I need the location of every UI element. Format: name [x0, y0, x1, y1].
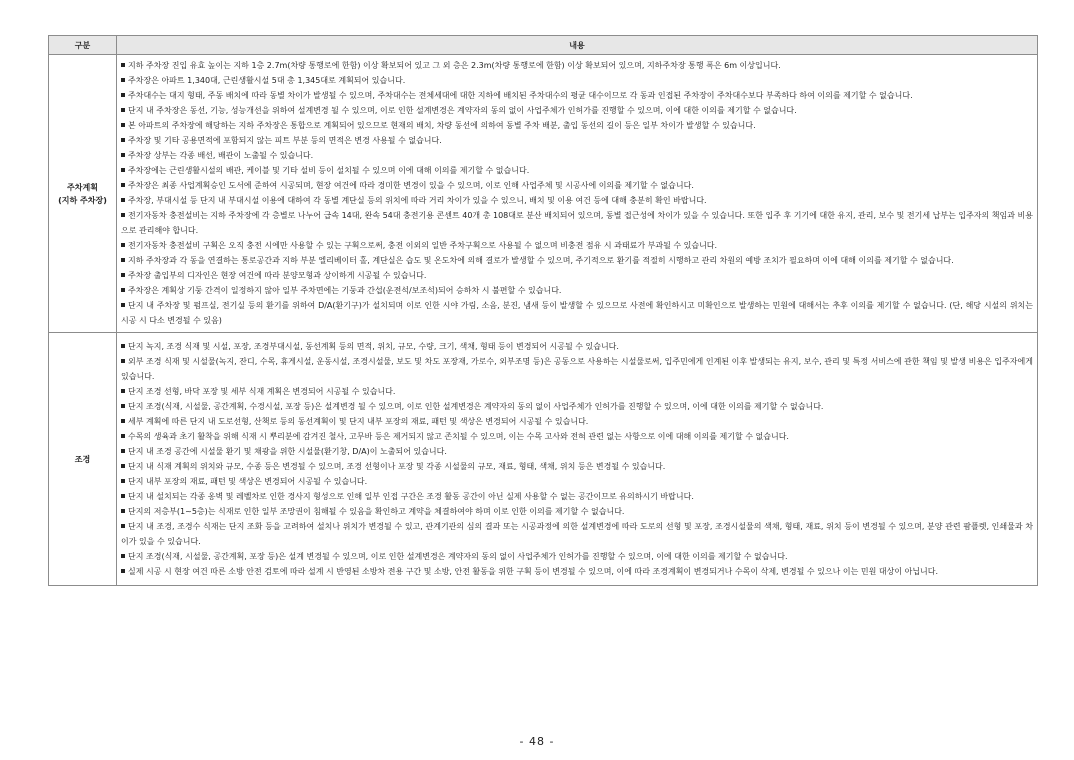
list-item — [121, 414, 1033, 429]
bullet-square-icon — [121, 554, 125, 558]
list-item — [121, 429, 1033, 444]
list-item-text: 지하 주차장과 각 동을 연결하는 통로공간과 지하 부분 엘리베이터 홀, 계단실은 습도 및 온도차에 의해 결로가 발생할 수 있으며, 주기적으로 환기를 적절히 시행하고 관리 차원의 예방 조치가 필요하며 이에 대해 이의를 제기할 수 없습니다. — [128, 256, 954, 265]
list-item-text: 단지 내 식재 계획의 위치와 규모, 수종 등은 변경될 수 있으며, 조경 선형이나 포장 및 각종 시설물의 규모, 재료, 형태, 색채, 위치 등은 변경될 수 있습니다. — [128, 462, 666, 471]
list-item-text: 주차장, 부대시설 등 단지 내 부대시설 이용에 대하여 각 동별 계단실 등의 위치에 따라 거리 차이가 있을 수 있으니, 배치 및 이용 여건 등에 대해 충분히 확인 바랍니다. — [128, 196, 707, 205]
bullet-list-parking — [121, 58, 1033, 328]
list-item-text: 주차장에는 근린생활시설의 배관, 케이블 및 기타 설비 등이 설치될 수 있으며 이에 대해 이의를 제기할 수 없습니다. — [128, 166, 530, 175]
list-item — [121, 399, 1033, 414]
list-item — [121, 354, 1033, 384]
section-category-landscape — [49, 333, 117, 586]
table-header-row — [49, 36, 1038, 55]
bullet-list-landscape — [121, 339, 1033, 579]
list-item-text: 주차장 상부는 각종 배선, 배관이 노출될 수 있습니다. — [128, 151, 314, 160]
bullet-square-icon — [121, 273, 125, 277]
bullet-square-icon — [121, 359, 125, 363]
bullet-square-icon — [121, 569, 125, 573]
notice-table — [48, 35, 1038, 586]
category-line: (지하 주차장) — [58, 195, 107, 205]
bullet-square-icon — [121, 93, 125, 97]
section-row-parking — [49, 55, 1038, 333]
list-item-text: 주차장은 아파트 1,340대, 근린생활시설 5대 총 1,345대로 계획되어 있습니다. — [128, 76, 406, 85]
list-item — [121, 208, 1033, 238]
list-item-text: 주차장은 최종 사업계획승인 도서에 준하여 시공되며, 현장 여건에 따라 경미한 변경이 있을 수 있으며, 이로 인해 사업주체 및 시공사에 이의를 제기할 수 없습니다. — [128, 181, 694, 190]
list-item-text: 주차대수는 대지 형태, 주동 배치에 따라 동별 차이가 발생될 수 있으며, 주차대수는 전체세대에 대한 지하에 배치된 주차대수의 평균 대수이므로 각 동과 인접된 주차장이 주차대수보다 부족하다 하여 이의를 제기할 수 없습니다. — [128, 91, 913, 100]
list-item — [121, 474, 1033, 489]
bullet-square-icon — [121, 198, 125, 202]
list-item — [121, 549, 1033, 564]
list-item — [121, 193, 1033, 208]
list-item — [121, 103, 1033, 118]
list-item-text: 본 아파트의 주차장에 해당하는 지하 주차장은 통합으로 계획되어 있으므로 현재의 배치, 차량 동선에 의하여 동별 주차 배분, 출입 동선의 길이 등은 일부 차이가 발생할 수 있습니다. — [128, 121, 756, 130]
header-content: 내용 — [117, 36, 1038, 55]
bullet-square-icon — [121, 108, 125, 112]
list-item — [121, 58, 1033, 73]
list-item-text: 수목의 생육과 초기 활착을 위해 식재 시 뿌리분에 감겨진 철사, 고무바 등은 제거되지 않고 존치될 수 있으며, 이는 수목 고사와 전혀 관련 없는 사항으로 이에 대해 이의를 제기할 수 없습니다. — [128, 432, 789, 441]
category-line: 주차계획 — [67, 182, 98, 192]
list-item-text: 단지의 저층부(1~5층)는 식재로 인한 일부 조망권이 침해될 수 있음을 확인하고 계약을 체결하여야 하며 이로 인한 이의를 제기할 수 없습니다. — [128, 507, 625, 516]
bullet-square-icon — [121, 494, 125, 498]
list-item — [121, 118, 1033, 133]
list-item — [121, 178, 1033, 193]
bullet-square-icon — [121, 78, 125, 82]
list-item — [121, 564, 1033, 579]
list-item-text: 단지 녹지, 조경 식재 및 시설, 포장, 조경부대시설, 동선계획 등의 면적, 위치, 규모, 수량, 크기, 색채, 형태 등이 변경되어 시공될 수 있습니다. — [128, 342, 619, 351]
list-item — [121, 489, 1033, 504]
section-category-parking — [49, 55, 117, 333]
list-item-text: 단지 조경(식재, 시설물, 공간계획, 수경시설, 포장 등)은 설계변경 될 수 있으며, 이로 인한 설계변경은 계약자의 동의 없이 사업주체가 인허가를 진행할 수 있으며, 이에 대한 이의를 제기할 수 없습니다. — [128, 402, 824, 411]
bullet-square-icon — [121, 288, 125, 292]
bullet-square-icon — [121, 434, 125, 438]
list-item — [121, 298, 1033, 328]
bullet-square-icon — [121, 419, 125, 423]
list-item-text: 단지 내 조경 공간에 시설물 환기 및 채광을 위한 시설물(환기창, D/A)이 노출되어 있습니다. — [128, 447, 447, 456]
bullet-square-icon — [121, 243, 125, 247]
list-item — [121, 268, 1033, 283]
list-item — [121, 339, 1033, 354]
bullet-square-icon — [121, 123, 125, 127]
list-item — [121, 88, 1033, 103]
section-row-landscape — [49, 333, 1038, 586]
bullet-square-icon — [121, 168, 125, 172]
list-item-text: 전기자동차 충전설비 구획은 오직 충전 시에만 사용할 수 있는 구획으로써, 충전 이외의 일반 주차구획으로 사용될 수 없으며 비충전 점유 시 과태료가 부과될 수 있습니다. — [128, 241, 718, 250]
bullet-square-icon — [121, 449, 125, 453]
list-item-text: 단지 내부 포장의 재료, 패턴 및 색상은 변경되어 시공될 수 있습니다. — [128, 477, 368, 486]
bullet-square-icon — [121, 213, 125, 217]
category-line: 조경 — [74, 454, 91, 464]
bullet-square-icon — [121, 479, 125, 483]
bullet-square-icon — [121, 524, 125, 528]
bullet-square-icon — [121, 63, 125, 67]
list-item-text: 지하 주차장 진입 유효 높이는 지하 1층 2.7m(차량 통행로에 한함) 이상 확보되어 있고 그 외 층은 2.3m(차량 통행로에 한함) 이상 확보되어 있으며, 지하주차장 통행 폭은 6m 이상입니다. — [128, 61, 781, 70]
list-item — [121, 384, 1033, 399]
bullet-square-icon — [121, 464, 125, 468]
list-item — [121, 133, 1033, 148]
bullet-square-icon — [121, 303, 125, 307]
list-item-text: 단지 내 주차장 및 펌프실, 전기실 등의 환기를 위하여 D/A(환기구)가 설치되며 이로 인한 시야 가림, 소음, 분진, 냄새 등이 발생할 수 있으므로 사전에 확인하시고 미확인으로 발생하는 민원에 대해서는 추후 이의를 제기할 수 없습니다. (단, 해당 시설의 위치는 시공 시 다소 변경될 수 있음) — [121, 301, 1033, 325]
list-item-text: 주차장은 계획상 기둥 간격이 일정하지 않아 일부 주차면에는 기둥과 간섭(운전석/보조석)되어 승하차 시 불편할 수 있습니다. — [128, 286, 562, 295]
list-item-text: 외부 조경 식재 및 시설물(녹지, 잔디, 수목, 휴게시설, 운동시설, 조경시설물, 보도 및 차도 포장재, 가로수, 외부조명 등)은 공동으로 사용하는 시설물로써, 입주민에게 인계된 이후 발생되는 유지, 보수, 관리 및 특정 서비스에 관한 책임 및 발생 비용은 입주자에게 있습니다. — [121, 357, 1033, 381]
page-number: - 48 - — [519, 735, 555, 748]
list-item-text: 실제 시공 시 현장 여건 따른 소방 안전 검토에 따라 설계 시 반영된 소방차 전용 구간 및 소방, 안전 활동을 위한 구획 등이 변경될 수 있으며, 이에 따라 조경계획이 변경되거나 수목이 삭제, 변경될 수 있으나 이는 민원 대상이 아닙니다. — [128, 567, 939, 576]
list-item — [121, 163, 1033, 178]
list-item-text: 단지 조경(식재, 시설물, 공간계획, 포장 등)은 설계 변경될 수 있으며, 이로 인한 설계변경은 계약자의 동의 없이 사업주체가 인허가를 진행할 수 있으며, 이에 대한 이의를 제기할 수 없습니다. — [128, 552, 788, 561]
bullet-square-icon — [121, 183, 125, 187]
list-item — [121, 238, 1033, 253]
header-category: 구분 — [49, 36, 117, 55]
bullet-square-icon — [121, 138, 125, 142]
section-content-landscape — [117, 333, 1038, 586]
list-item — [121, 444, 1033, 459]
bullet-square-icon — [121, 258, 125, 262]
list-item — [121, 504, 1033, 519]
section-content-parking — [117, 55, 1038, 333]
bullet-square-icon — [121, 509, 125, 513]
list-item-text: 단지 내 조경, 조경수 식재는 단지 조화 등을 고려하여 설치나 위치가 변경될 수 있고, 관계기관의 심의 결과 또는 시공과정에 의한 설계변경에 따라 도로의 선형 및 포장, 조경시설물의 색채, 형태, 재료, 위치 등이 변경될 수 있으며, 분양 관련 팜플렛, 인쇄물과 차이가 있을 수 있습니다. — [121, 522, 1033, 546]
list-item-text: 단지 내 주차장은 동선, 기능, 성능개선을 위하여 설계변경 될 수 있으며, 이로 인한 설계변경은 계약자의 동의 없이 사업주체가 인허가를 진행할 수 있으며, 이에 대한 이의를 제기할 수 없습니다. — [128, 106, 797, 115]
list-item-text: 주차장 및 기타 공용면적에 포함되지 않는 피트 부분 등의 면적은 변경 사용될 수 없습니다. — [128, 136, 442, 145]
list-item — [121, 459, 1033, 474]
bullet-square-icon — [121, 153, 125, 157]
bullet-square-icon — [121, 389, 125, 393]
list-item — [121, 253, 1033, 268]
list-item — [121, 73, 1033, 88]
list-item-text: 단지 조경 선형, 바닥 포장 및 세부 식재 계획은 변경되어 시공될 수 있습니다. — [128, 387, 396, 396]
list-item-text: 주차장 출입부의 디자인은 현장 여건에 따라 분양모형과 상이하게 시공될 수 있습니다. — [128, 271, 427, 280]
bullet-square-icon — [121, 404, 125, 408]
bullet-square-icon — [121, 344, 125, 348]
list-item — [121, 148, 1033, 163]
list-item-text: 단지 내 설치되는 각종 옹벽 및 레벨차로 인한 경사지 형성으로 인해 일부 인접 구간은 조경 활동 공간이 아닌 실제 사용할 수 없는 공간이므로 유의하시기 바랍니다. — [128, 492, 694, 501]
list-item — [121, 283, 1033, 298]
list-item-text: 전기자동차 충전설비는 지하 주차장에 각 층별로 나누어 급속 14대, 완속 54대 충전기용 콘센트 40개 총 108대로 분산 배치되어 있으며, 동별 접근성에 차이가 있을 수 있습니다. 또한 입주 후 기기에 대한 유지, 관리, 보수 및 전기세 납부는 입주자의 책임과 비용으로 관리해야 합니다. — [121, 211, 1033, 235]
list-item-text: 세부 계획에 따른 단지 내 도로선형, 산책로 등의 동선계획이 및 단지 내부 포장의 재료, 패턴 및 색상은 변경되어 시공될 수 있습니다. — [128, 417, 589, 426]
list-item — [121, 519, 1033, 549]
